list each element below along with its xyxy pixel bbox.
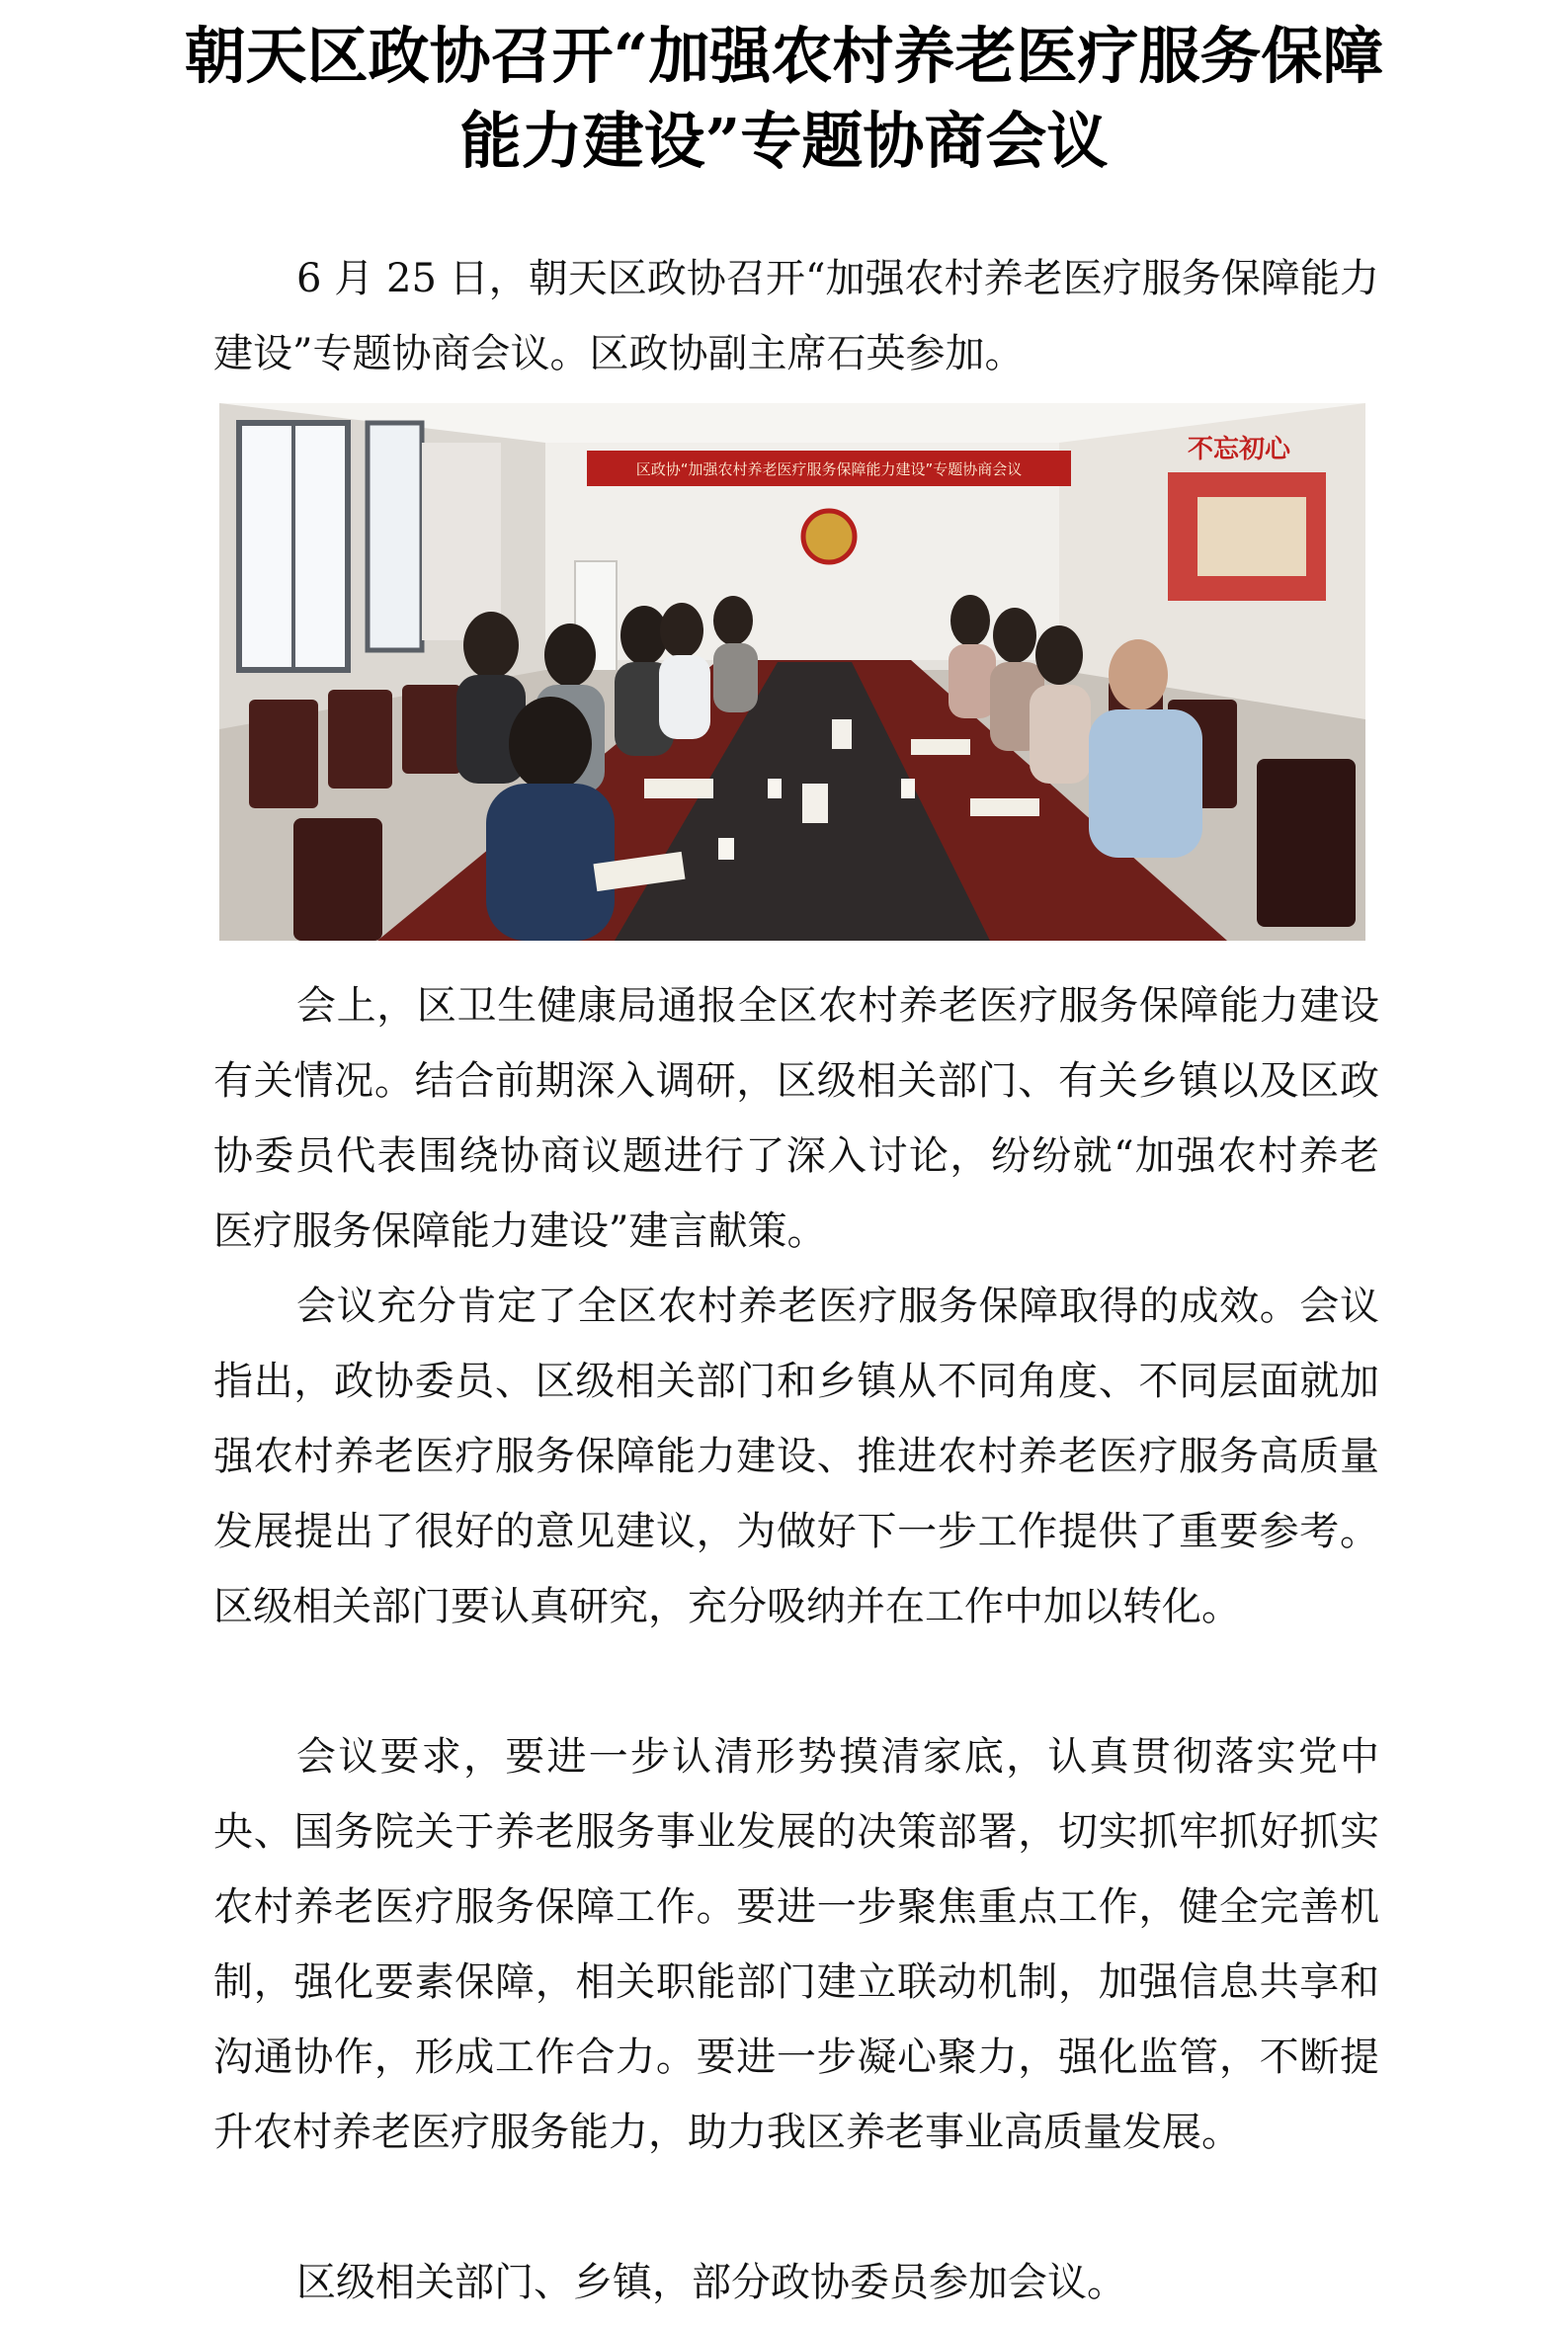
- title-line-1: 朝天区政协召开“加强农村养老医疗服务保障: [184, 20, 1384, 92]
- paragraph-2: 会上，区卫生健康局通报全区农村养老医疗服务保障能力建设有关情况。结合前期深入调研，区级相关部门、有关乡镇以及区政协委员代表围绕协商议题进行了深入讨论，纷纷就“加强农村养老医疗服务保障能力建设”建言献策。: [213, 983, 1379, 1254]
- paragraph-1: 6 月 25 日，朝天区政协召开“加强农村养老医疗服务保障能力建设”专题协商会议。区政协副主席石英参加。: [213, 256, 1379, 376]
- paragraph-5: 区级相关部门、乡镇，部分政协委员参加会议。: [296, 2260, 1126, 2305]
- meeting-photo: [219, 403, 1365, 941]
- paragraph-3: 会议充分肯定了全区农村养老医疗服务保障取得的成效。会议指出，政协委员、区级相关部门和乡镇从不同角度、不同层面就加强农村养老医疗服务保障能力建设、推进农村养老医疗服务高质量发展提出了很好的意见建议，为做好下一步工作提供了重要参考。区级相关部门要认真研究，充分吸纳并在工作中加以转化。: [213, 1284, 1379, 1629]
- meeting-room-illustration: [219, 403, 1365, 941]
- banner-text: 区政协“加强农村养老医疗服务保障能力建设”专题协商会议: [635, 460, 1023, 478]
- wall-slogan: 不忘初心: [1188, 435, 1291, 464]
- emblem-icon: [803, 511, 855, 562]
- paragraph-4: 会议要求，要进一步认清形势摸清家底，认真贯彻落实党中央、国务院关于养老服务事业发展的决策部署，切实抓牢抓好抓实农村养老医疗服务保障工作。要进一步聚焦重点工作，健全完善机制，强化要素保障，相关职能部门建立联动机制，加强信息共享和沟通协作，形成工作合力。要进一步凝心聚力，强化监管，不断提升农村养老医疗服务能力，助力我区养老事业高质量发展。: [213, 1734, 1379, 2155]
- article-title: [0, 14, 1568, 184]
- title-line-2: 能力建设”专题协商会议: [459, 105, 1109, 177]
